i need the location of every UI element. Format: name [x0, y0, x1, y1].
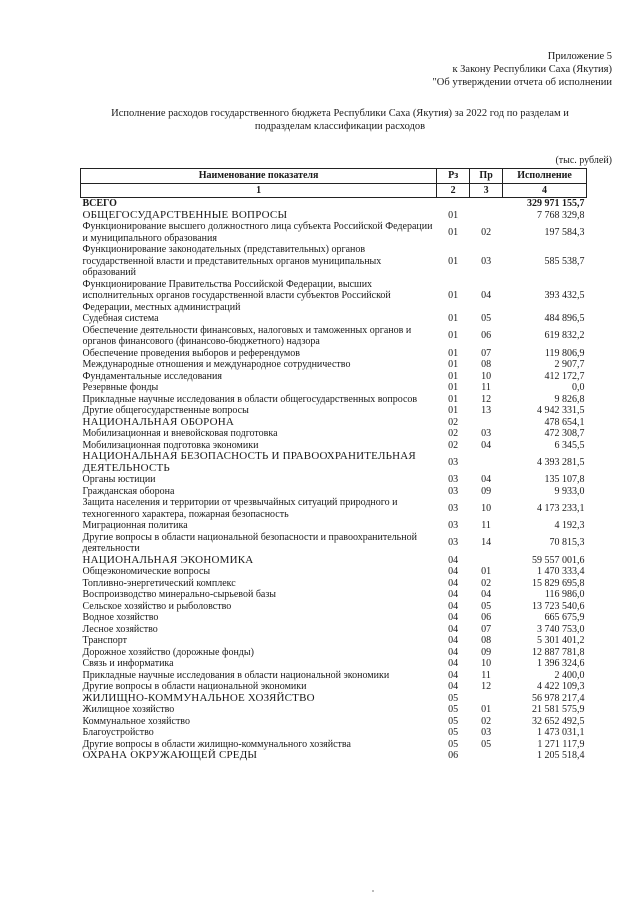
row-name: Жилищное хозяйство: [82, 704, 175, 715]
row-value: 4 393 281,5: [537, 456, 585, 468]
row-rz: 01: [448, 393, 459, 405]
table-row: [81, 635, 587, 647]
table-row: [81, 497, 587, 520]
row-value: 13 723 540,6: [532, 600, 585, 612]
row-name: Общеэкономические вопросы: [82, 566, 211, 577]
row-value: 3 740 753,0: [537, 623, 585, 635]
row-pr: [470, 451, 503, 474]
table-row: [81, 417, 587, 429]
row-name: Мобилизационная и вневойсковая подготовка: [82, 428, 278, 439]
table-row: [81, 210, 587, 222]
row-pr: 04: [481, 589, 492, 600]
budget-table: [80, 168, 587, 762]
row-pr: 07: [481, 347, 492, 359]
table-row: [81, 313, 587, 325]
row-pr: 04: [481, 290, 492, 301]
row-rz: 02: [448, 439, 459, 451]
row-value: 478 654,1: [544, 416, 585, 428]
table-row: [81, 486, 587, 498]
row-value: 1 271 117,9: [537, 738, 585, 750]
table-row: [81, 405, 587, 417]
table-row: [81, 670, 587, 682]
row-pr: 03: [481, 727, 492, 738]
row-rz: 06: [448, 750, 459, 761]
row-value: 7 768 329,8: [537, 209, 585, 221]
table-row: [81, 520, 587, 532]
row-rz: 01: [448, 370, 459, 382]
header-value: Исполнение: [503, 169, 587, 184]
row-rz: 04: [448, 554, 459, 566]
row-value: 5 301 401,2: [537, 635, 585, 646]
row-value: 15 829 695,8: [532, 577, 585, 589]
row-pr: [470, 417, 503, 429]
row-value: 135 107,8: [544, 474, 585, 485]
title-line-1: Исполнение расходов государственного бюджета Республики Саха (Якутия) за 2022 год по разделам и: [111, 108, 569, 119]
table-row: [81, 693, 587, 705]
row-rz: 04: [448, 600, 459, 612]
row-name: Гражданская оборона: [82, 485, 175, 497]
table-row: [81, 647, 587, 659]
row-value: 472 308,7: [544, 428, 585, 439]
row-value: 70 815,3: [549, 537, 585, 549]
row-value: 665 675,9: [544, 612, 585, 623]
row-value: 9 826,8: [554, 393, 585, 405]
table-row: [81, 704, 587, 716]
table-body: [81, 198, 587, 762]
header-num-1: 1: [81, 183, 437, 198]
row-name: Сельское хозяйство и рыболовство: [82, 600, 232, 612]
table-row: [81, 578, 587, 590]
row-value: 1 205 518,4: [537, 750, 585, 761]
row-value: 1 396 324,6: [537, 658, 585, 669]
header-pr: Пр: [470, 169, 503, 184]
row-rz: 03: [448, 456, 459, 468]
row-value: 393 432,5: [544, 290, 585, 301]
row-value: 4 173 233,1: [537, 502, 585, 514]
table-row: [81, 658, 587, 670]
row-value: 59 557 001,6: [532, 554, 585, 566]
row-pr: 13: [481, 405, 492, 416]
row-pr: 10: [481, 658, 492, 669]
table-row: [81, 348, 587, 360]
row-rz: 04: [448, 623, 459, 635]
row-name: ЖИЛИЩНО-КОММУНАЛЬНОЕ ХОЗЯЙСТВО: [82, 691, 315, 704]
row-rz: 04: [448, 566, 459, 577]
row-name: НАЦИОНАЛЬНАЯ ОБОРОНА: [82, 415, 235, 428]
row-name: Функционирование высшего должностного лица субъекта Российской Федерации и муниципального образования: [82, 221, 433, 244]
row-pr: 06: [481, 330, 492, 342]
appendix-line-1: Приложение 5: [547, 51, 612, 62]
row-rz: 04: [448, 646, 459, 658]
row-name: Транспорт: [82, 635, 128, 646]
header-num-2: 2: [437, 183, 470, 198]
table-row: [81, 612, 587, 624]
table-row: [81, 601, 587, 613]
row-name: Функционирование законодательных (представительных) органов государственной власти и представительных органов муниципальных образований: [82, 244, 382, 278]
row-name: Обеспечение проведения выборов и референдумов: [82, 347, 300, 359]
row-name: НАЦИОНАЛЬНАЯ ЭКОНОМИКА: [82, 553, 254, 566]
row-pr: 02: [481, 226, 492, 238]
table-row: [81, 474, 587, 486]
row-rz: 05: [448, 738, 459, 750]
row-pr: [470, 210, 503, 222]
row-value: 56 978 217,4: [532, 692, 585, 704]
row-rz: 05: [448, 692, 459, 704]
row-name: Коммунальное хозяйство: [82, 715, 190, 727]
row-name: Благоустройство: [82, 727, 154, 738]
row-rz: 04: [448, 669, 459, 681]
row-rz: 01: [448, 209, 459, 221]
table-row: [81, 394, 587, 406]
row-rz: 05: [448, 715, 459, 727]
row-pr: 02: [481, 577, 492, 589]
table-row: [81, 359, 587, 371]
row-name: ОХРАНА ОКРУЖАЮЩЕЙ СРЕДЫ: [82, 749, 258, 761]
row-name: Органы юстиции: [82, 474, 156, 485]
table-row: [81, 428, 587, 440]
row-pr: 11: [481, 382, 491, 393]
row-value: 4 422 109,3: [537, 681, 585, 692]
row-rz: 01: [448, 313, 459, 324]
row-pr: 04: [481, 474, 492, 485]
row-pr: 05: [481, 738, 492, 750]
row-value: 4 192,3: [554, 520, 585, 531]
row-pr: 01: [481, 704, 492, 715]
row-pr: 12: [481, 393, 492, 405]
title-line-2: подразделам классификации расходов: [254, 121, 426, 132]
table-row: [81, 716, 587, 728]
table-row: [81, 624, 587, 636]
row-name: Дорожное хозяйство (дорожные фонды): [82, 646, 254, 658]
row-rz: 03: [448, 502, 459, 514]
row-pr: [470, 693, 503, 705]
table-row: [81, 750, 587, 762]
row-rz: 04: [448, 612, 459, 623]
row-rz: 04: [448, 577, 459, 589]
row-name: Судебная система: [82, 313, 159, 324]
table-row: [81, 325, 587, 348]
table-row: [81, 681, 587, 693]
units-label: (тыс. рублей): [555, 155, 612, 166]
row-rz: 03: [448, 520, 459, 531]
row-pr: 08: [481, 359, 492, 370]
row-name: Другие вопросы в области национальной экономики: [82, 681, 307, 692]
row-value: 9 933,0: [554, 485, 585, 497]
row-rz: 04: [448, 658, 459, 669]
row-value: 21 581 575,9: [532, 704, 585, 715]
row-pr: 05: [481, 313, 492, 324]
row-value: 0,0: [572, 382, 585, 393]
row-name: Связь и информатика: [82, 658, 174, 669]
row-value: 1 473 031,1: [537, 727, 585, 738]
row-pr: 07: [481, 623, 492, 635]
row-name: Миграционная политика: [82, 520, 188, 531]
header-num-3: 3: [470, 183, 503, 198]
row-name: Функционирование Правительства Российской Федерации, высших исполнительных органов государственной власти субъектов Российской Федерации, местных администраций: [82, 278, 391, 313]
row-rz: 01: [448, 405, 459, 416]
row-rz: 01: [448, 330, 459, 342]
row-rz: 03: [448, 537, 459, 549]
header-rz: Рз: [437, 169, 470, 184]
row-pr: 08: [481, 635, 492, 646]
row-rz: 05: [448, 727, 459, 738]
row-name: Резервные фонды: [82, 382, 159, 393]
row-name: Мобилизационная подготовка экономики: [82, 439, 259, 451]
row-value: 197 584,3: [544, 226, 585, 238]
appendix-line-3: "Об утверждении отчета об исполнении: [432, 77, 612, 88]
row-pr: 10: [481, 502, 492, 514]
row-value: 2 907,7: [554, 359, 585, 370]
appendix-line-2: к Закону Республики Саха (Якутия): [452, 64, 612, 75]
row-rz: [437, 198, 470, 210]
row-pr: 03: [481, 255, 492, 267]
row-pr: [470, 555, 503, 567]
row-value: 1 470 333,4: [537, 566, 585, 577]
table-row: [81, 279, 587, 314]
row-pr: 06: [481, 612, 492, 623]
row-value: 484 896,5: [544, 313, 585, 324]
row-value: 116 986,0: [544, 589, 585, 600]
row-rz: 01: [448, 290, 459, 301]
row-value: 4 942 331,5: [537, 405, 585, 416]
row-value: 12 887 781,8: [532, 646, 585, 658]
row-rz: 01: [448, 226, 459, 238]
scan-speck: [372, 890, 374, 892]
row-rz: 05: [448, 704, 459, 715]
table-row: [81, 589, 587, 601]
row-name: Защита населения и территории от чрезвычайных ситуаций природного и техногенного характера, пожарная безопасность: [82, 497, 398, 520]
row-pr: 11: [481, 669, 491, 681]
document-title: [90, 107, 590, 133]
row-value: 619 832,2: [544, 330, 585, 342]
row-pr: 05: [481, 600, 492, 612]
row-value: 6 345,5: [554, 439, 585, 451]
row-rz: 01: [448, 347, 459, 359]
row-name: Другие общегосударственные вопросы: [82, 405, 249, 416]
table-row: [81, 532, 587, 555]
row-name: Водное хозяйство: [82, 612, 159, 623]
row-name: Воспроизводство минерально-сырьевой базы: [82, 589, 277, 600]
row-value: 32 652 492,5: [532, 715, 585, 727]
row-pr: 09: [481, 646, 492, 658]
row-rz: 02: [448, 428, 459, 439]
appendix-note: [433, 50, 612, 89]
row-pr: 12: [481, 681, 492, 692]
table-row: [81, 382, 587, 394]
table-row: [81, 371, 587, 383]
row-name: Прикладные научные исследования в области национальной экономики: [82, 669, 390, 681]
row-rz: 01: [448, 382, 459, 393]
row-value: 2 400,0: [554, 669, 585, 681]
row-name: НАЦИОНАЛЬНАЯ БЕЗОПАСНОСТЬ И ПРАВООХРАНИТЕЛЬНАЯ ДЕЯТЕЛЬНОСТЬ: [82, 450, 416, 474]
row-rz: 02: [448, 416, 459, 428]
row-value: 585 538,7: [544, 255, 585, 267]
row-rz: 04: [448, 681, 459, 692]
table-row: [81, 221, 587, 244]
table-row: [81, 566, 587, 578]
table-header: [81, 169, 587, 198]
row-pr: 11: [481, 520, 491, 531]
row-name: Обеспечение деятельности финансовых, налоговых и таможенных органов и органов финансового (финансово-бюджетного) надзора: [82, 324, 412, 347]
row-pr: 14: [481, 537, 492, 549]
row-pr: 01: [481, 566, 492, 577]
table-row: [81, 451, 587, 474]
row-name: ВСЕГО: [82, 198, 117, 209]
table-row: [81, 555, 587, 567]
row-rz: 04: [448, 635, 459, 646]
row-name: ОБЩЕГОСУДАРСТВЕННЫЕ ВОПРОСЫ: [82, 208, 288, 221]
row-value: 412 172,7: [544, 370, 585, 382]
row-pr: [470, 198, 503, 210]
row-pr: 04: [481, 439, 492, 451]
row-pr: 09: [481, 485, 492, 497]
row-pr: 10: [481, 370, 492, 382]
header-num-4: 4: [503, 183, 587, 198]
table-row: [81, 198, 587, 210]
row-name: Другие вопросы в области жилищно-коммунального хозяйства: [82, 738, 351, 750]
table-row: [81, 244, 587, 279]
row-name: Международные отношения и международное сотрудничество: [82, 359, 351, 370]
row-rz: 03: [448, 485, 459, 497]
row-pr: 03: [481, 428, 492, 439]
row-value: 119 806,9: [544, 347, 585, 359]
row-name: Лесное хозяйство: [82, 623, 158, 635]
row-name: Топливно-энергетический комплекс: [82, 577, 236, 589]
row-pr: 02: [481, 715, 492, 727]
header-name: Наименование показателя: [81, 169, 437, 184]
row-rz: 01: [448, 255, 459, 267]
row-pr: [470, 750, 503, 762]
row-rz: 03: [448, 474, 459, 485]
row-name: Прикладные научные исследования в области общегосударственных вопросов: [82, 393, 418, 405]
row-name: Фундаментальные исследования: [82, 370, 222, 382]
row-name: Другие вопросы в области национальной безопасности и правоохранительной деятельности: [82, 531, 417, 554]
row-value: 329 971 155,7: [527, 198, 585, 209]
row-rz: 01: [448, 359, 459, 370]
row-rz: 04: [448, 589, 459, 600]
table-row: [81, 727, 587, 739]
